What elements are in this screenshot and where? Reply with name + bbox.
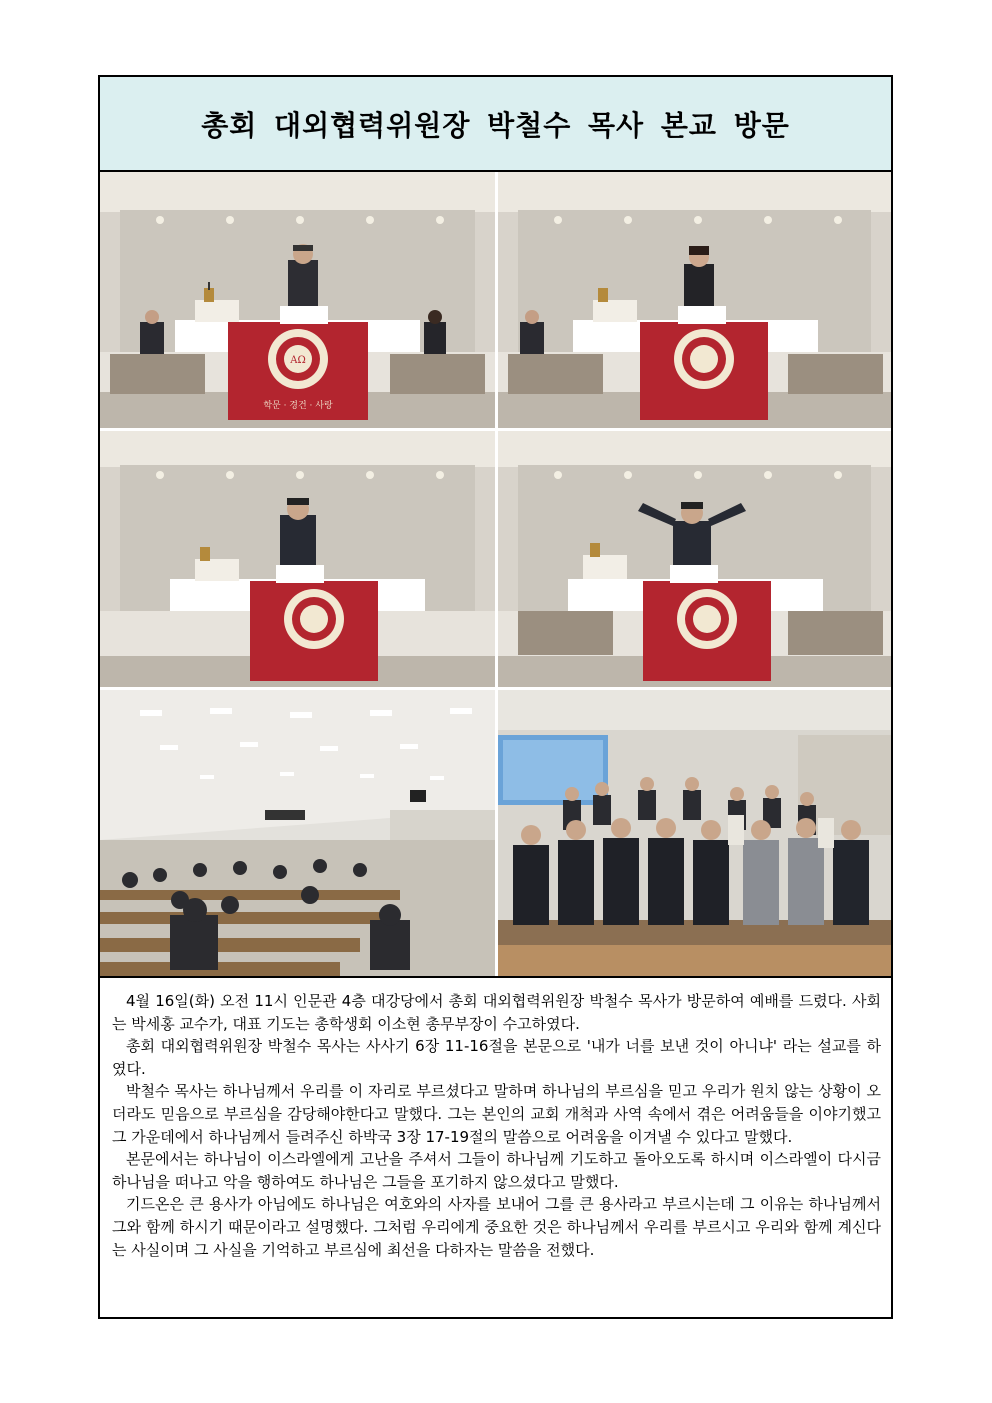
page-title: 총회 대외협력위원장 박철수 목사 본교 방문	[201, 108, 790, 142]
document-frame	[98, 75, 893, 1319]
article-paragraph: 총회 대외협력위원장 박철수 목사는 사사기 6장 11-16절을 본문으로 '내가 너를 보낸 것이 아니냐' 라는 설교를 하였다.	[112, 1037, 881, 1078]
photo-prayer-speaker	[498, 172, 891, 428]
seal-letters: AΩ	[290, 355, 306, 366]
photo-sermon-speaker-1	[100, 172, 495, 428]
article-paragraph: 4월 16일(화) 오전 11시 인문관 4층 대강당에서 총회 대외협력위원장 박철수 목사가 방문하여 예배를 드렸다. 사회는 박세홍 교수가, 대표 기도는 총학생회 이소현 총무부장이 수고하였다.	[112, 992, 881, 1033]
article-paragraph: 본문에서는 하나님이 이스라엘에게 고난을 주셔서 그들이 하나님께 기도하고 돌아오도록 하시며 이스라엘이 다시금 하나님을 떠나고 악을 행하여도 하나님은 그들을 포기하지 않으셨다고 말했다.	[112, 1150, 881, 1191]
photo-group	[498, 690, 891, 976]
photo-sermon-arms-raised	[498, 431, 891, 687]
photo-grid	[100, 172, 891, 976]
article-paragraph: 기드온은 큰 용사가 아님에도 하나님은 여호와의 사자를 보내어 그를 큰 용사라고 부르시는데 그 이유는 하나님께서 그와 함께 하시기 때문이라고 설명했다. 그처럼 우리에게 중요한 것은 하나님께서 우리를 부르시고 우리와 함께 계신다는 사실이며 그 사실을 기억하고 부르심에 최선을 다하자는 말씀을 전했다.	[112, 1195, 881, 1259]
title-box	[100, 77, 891, 172]
article-paragraph: 박철수 목사는 하나님께서 우리를 이 자리로 부르셨다고 말하며 하나님의 부르심을 믿고 우리가 원치 않는 상황이 오더라도 믿음으로 부르심을 감당해야한다고 말했다. 그는 본인의 교회 개척과 사역 속에서 겪은 어려움들을 이야기했고 그 가운데에서 하나님께서 들려주신 하박국 3장 17-19절의 말씀으로 어려움을 이겨낼 수 있다고 말했다.	[112, 1082, 881, 1146]
photo-sermon-speaker-2	[100, 431, 495, 687]
photo-congregation	[100, 690, 495, 976]
article-body	[100, 976, 891, 1317]
banner-text: 학문 · 경건 · 사랑	[263, 401, 333, 411]
